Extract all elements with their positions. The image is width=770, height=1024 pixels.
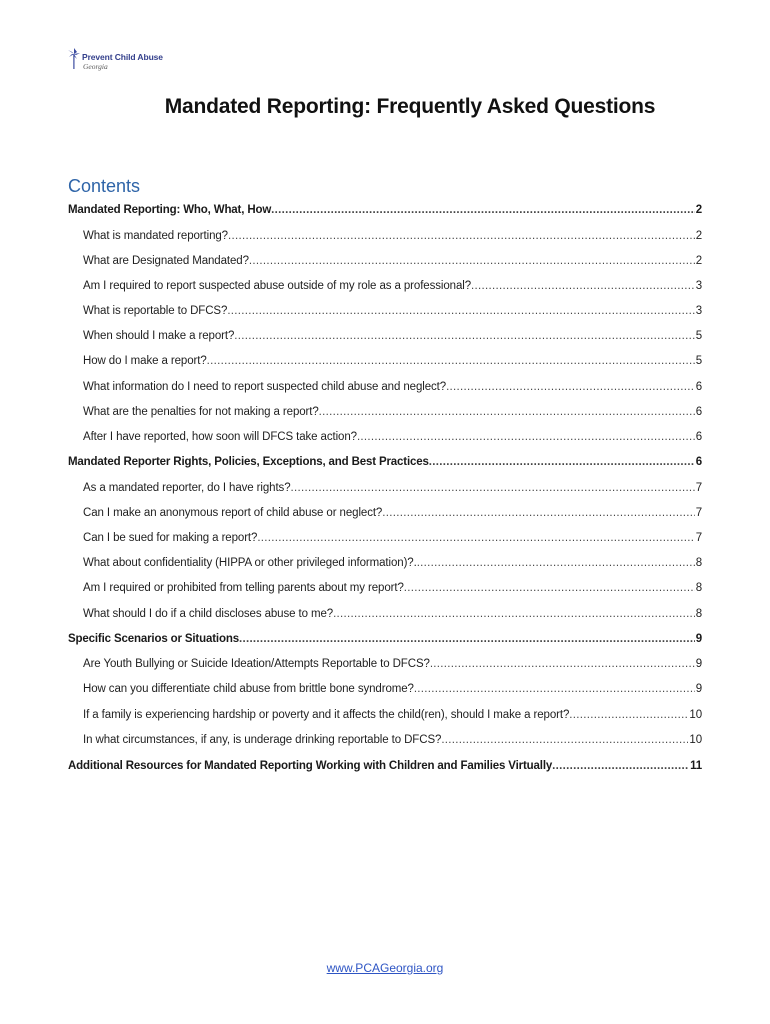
toc-subsection-entry[interactable] (83, 352, 702, 370)
toc-subsection-entry[interactable] (83, 529, 702, 547)
toc-section-entry[interactable] (68, 757, 702, 775)
logo-name: Prevent Child Abuse (82, 52, 163, 62)
toc-subsection-entry[interactable] (83, 504, 702, 522)
toc-subsection-entry[interactable] (83, 479, 702, 497)
toc-entry-title: As a mandated reporter, do I have rights? (83, 482, 291, 494)
toc-subsection-entry[interactable] (83, 378, 702, 396)
toc-dot-leader (227, 302, 694, 320)
toc-entry-title: Mandated Reporting: Who, What, How (68, 204, 272, 216)
toc-subsection-entry[interactable] (83, 302, 702, 320)
toc-page-number: 9 (695, 633, 702, 645)
toc-entry-title: When should I make a report? (83, 330, 235, 342)
toc-page-number: 3 (695, 280, 702, 292)
toc-entry-title: What are the penalties for not making a report? (83, 406, 319, 418)
toc-subsection-entry[interactable] (83, 579, 702, 597)
toc-entry-title: What should I do if a child discloses abuse to me? (83, 608, 334, 620)
toc-subsection-entry[interactable] (83, 227, 702, 245)
toc-page-number: 2 (695, 230, 702, 242)
toc-dot-leader (249, 252, 695, 270)
toc-dot-leader (552, 757, 689, 775)
toc-page-number: 10 (689, 709, 702, 721)
toc-dot-leader (404, 579, 695, 597)
toc-entry-title: Are Youth Bullying or Suicide Ideation/Attempts Reportable to DFCS? (83, 658, 430, 670)
toc-entry-title: What are Designated Mandated? (83, 255, 249, 267)
toc-entry-title: How can you differentiate child abuse from brittle bone syndrome? (83, 683, 414, 695)
toc-subsection-entry[interactable] (83, 554, 702, 572)
toc-page-number: 6 (695, 381, 702, 393)
toc-page-number: 6 (695, 431, 702, 443)
footer-website-link[interactable]: www.PCAGeorgia.org (326, 961, 444, 975)
toc-entry-title: How do I make a report? (83, 355, 207, 367)
toc-subsection-entry[interactable] (83, 252, 702, 270)
pinwheel-logo-icon (66, 46, 82, 70)
toc-subsection-entry[interactable] (83, 655, 702, 673)
toc-dot-leader (357, 428, 695, 446)
toc-page-number: 8 (695, 582, 702, 594)
toc-entry-title: Can I be sued for making a report? (83, 532, 258, 544)
toc-page-number: 6 (695, 456, 702, 468)
toc-dot-leader (228, 227, 695, 245)
logo-region: Georgia (83, 62, 108, 71)
toc-dot-leader (430, 655, 695, 673)
toc-heading: Contents (68, 176, 141, 196)
toc-entry-title: In what circumstances, if any, is underage drinking reportable to DFCS? (83, 734, 442, 746)
toc-subsection-entry[interactable] (83, 277, 702, 295)
toc-dot-leader (291, 479, 695, 497)
toc-entry-title: Can I make an anonymous report of child abuse or neglect? (83, 507, 383, 519)
toc-page-number: 11 (690, 760, 702, 772)
toc-subsection-entry[interactable] (83, 680, 702, 698)
toc-dot-leader (446, 378, 695, 396)
toc-subsection-entry[interactable] (83, 428, 702, 446)
toc-dot-leader (207, 352, 695, 370)
toc-page-number: 2 (695, 204, 702, 216)
toc-dot-leader (471, 277, 695, 295)
toc-dot-leader (441, 731, 688, 749)
toc-page-number: 3 (695, 305, 702, 317)
toc-dot-leader (234, 327, 694, 345)
toc-page-number: 2 (695, 255, 702, 267)
toc-dot-leader (333, 605, 695, 623)
toc-subsection-entry[interactable] (83, 706, 702, 724)
toc-page-number: 8 (695, 557, 702, 569)
toc-entry-title: Additional Resources for Mandated Reporting Working with Children and Families Virtually (68, 760, 553, 772)
toc-subsection-entry[interactable] (83, 327, 702, 345)
toc-dot-leader (239, 630, 695, 648)
toc-entry-title: Am I required to report suspected abuse outside of my role as a professional? (83, 280, 471, 292)
toc-section-entry[interactable] (68, 453, 702, 471)
toc-page-number: 6 (695, 406, 702, 418)
toc-page-number: 8 (695, 608, 702, 620)
toc-entry-title: Am I required or prohibited from telling parents about my report? (83, 582, 404, 594)
toc-page-number: 10 (689, 734, 702, 746)
toc-subsection-entry[interactable] (83, 731, 702, 749)
toc-dot-leader (382, 504, 694, 522)
toc-page-number: 7 (695, 532, 702, 544)
toc-dot-leader (271, 201, 695, 219)
toc-page-number: 7 (695, 507, 702, 519)
toc-entry-title: What is reportable to DFCS? (83, 305, 228, 317)
toc-dot-leader (257, 529, 694, 547)
toc-section-entry[interactable] (68, 630, 702, 648)
toc-entry-title: Specific Scenarios or Situations (68, 633, 239, 645)
toc-page-number: 5 (695, 330, 702, 342)
organization-logo (66, 46, 176, 72)
toc-page-number: 9 (695, 658, 702, 670)
toc-entry-title: After I have reported, how soon will DFCS take action? (83, 431, 357, 443)
toc-section-entry[interactable] (68, 201, 702, 219)
toc-entry-title: What about confidentiality (HIPPA or other privileged information)?. (83, 557, 417, 569)
toc-page-number: 5 (695, 355, 702, 367)
document-title: Mandated Reporting: Frequently Asked Questions (164, 95, 656, 118)
toc-entry-title: Mandated Reporter Rights, Policies, Exceptions, and Best Practices (68, 456, 429, 468)
toc-page-number: 9 (695, 683, 702, 695)
toc-entry-title: If a family is experiencing hardship or poverty and it affects the child(ren), should I make a report? (83, 709, 570, 721)
toc-dot-leader (569, 706, 688, 724)
toc-dot-leader (414, 680, 695, 698)
toc-dot-leader (417, 554, 695, 572)
toc-entry-title: What is mandated reporting? (83, 230, 228, 242)
toc-dot-leader (319, 403, 695, 421)
toc-subsection-entry[interactable] (83, 403, 702, 421)
toc-dot-leader (429, 453, 695, 471)
toc-subsection-entry[interactable] (83, 605, 702, 623)
toc-entry-title: What information do I need to report suspected child abuse and neglect? (83, 381, 447, 393)
toc-page-number: 7 (695, 482, 702, 494)
